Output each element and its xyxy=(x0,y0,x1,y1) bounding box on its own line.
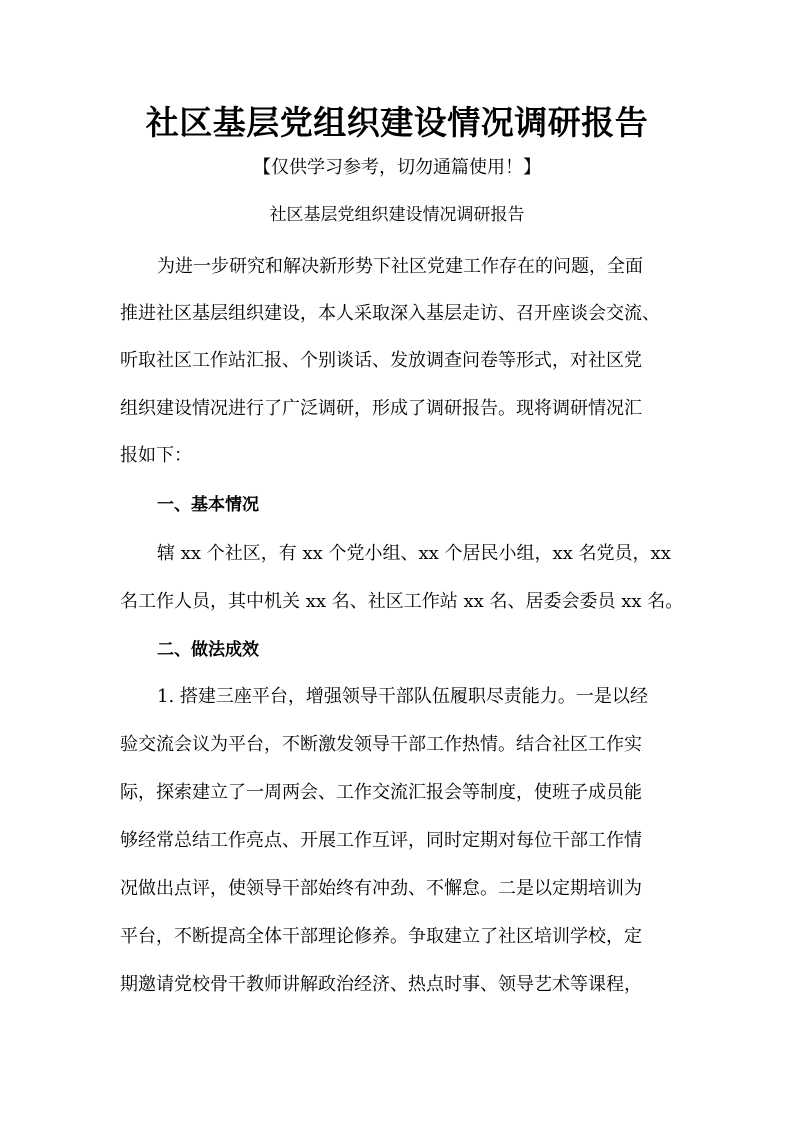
intro-line: 为进一步研究和解决新形势下社区党建工作存在的问题，全面 xyxy=(157,256,643,277)
section2-line: 平台，不断提高全体干部理论修养。争取建立了社区培训学校，定 xyxy=(120,926,642,947)
document-title: 社区基层党组织建设情况调研报告 xyxy=(145,103,649,142)
intro-line: 听取社区工作站汇报、个别谈话、发放调查问卷等形式，对社区党 xyxy=(120,350,642,371)
document-subtitle: 社区基层党组织建设情况调研报告 xyxy=(269,205,525,225)
section2-line: 期邀请党校骨干教师讲解政治经济、热点时事、领导艺术等课程， xyxy=(120,974,642,995)
intro-line: 推进社区基层组织建设，本人采取深入基层走访、召开座谈会交流、 xyxy=(120,303,660,324)
section-heading-practice: 二、做法成效 xyxy=(157,640,259,660)
intro-line: 组织建设情况进行了广泛调研，形成了调研报告。现将调研情况汇 xyxy=(120,398,642,419)
section-heading-basic: 一、基本情况 xyxy=(157,495,259,515)
section1-line: 辖 xx 个社区，有 xx 个党小组、xx 个居民小组，xx 名党员，xx xyxy=(157,543,671,564)
section2-line: 况做出点评，使领导干部始终有冲劲、不懈怠。二是以定期培训为 xyxy=(120,878,642,899)
usage-notice: 【仅供学习参考，切勿通篇使用！】 xyxy=(253,157,541,178)
section2-line: 际，探索建立了一周两会、工作交流汇报会等制度，使班子成员能 xyxy=(120,782,642,803)
intro-line: 报如下： xyxy=(120,445,192,466)
section1-line: 名工作人员，其中机关 xx 名、社区工作站 xx 名、居委会委员 xx 名。 xyxy=(120,591,684,612)
section2-line: 验交流会议为平台，不断激发领导干部工作热情。结合社区工作实 xyxy=(120,734,642,755)
section2-line: 1. 搭建三座平台，增强领导干部队伍履职尽责能力。一是以经 xyxy=(157,686,648,707)
section2-line: 够经常总结工作亮点、开展工作互评，同时定期对每位干部工作情 xyxy=(120,830,642,851)
